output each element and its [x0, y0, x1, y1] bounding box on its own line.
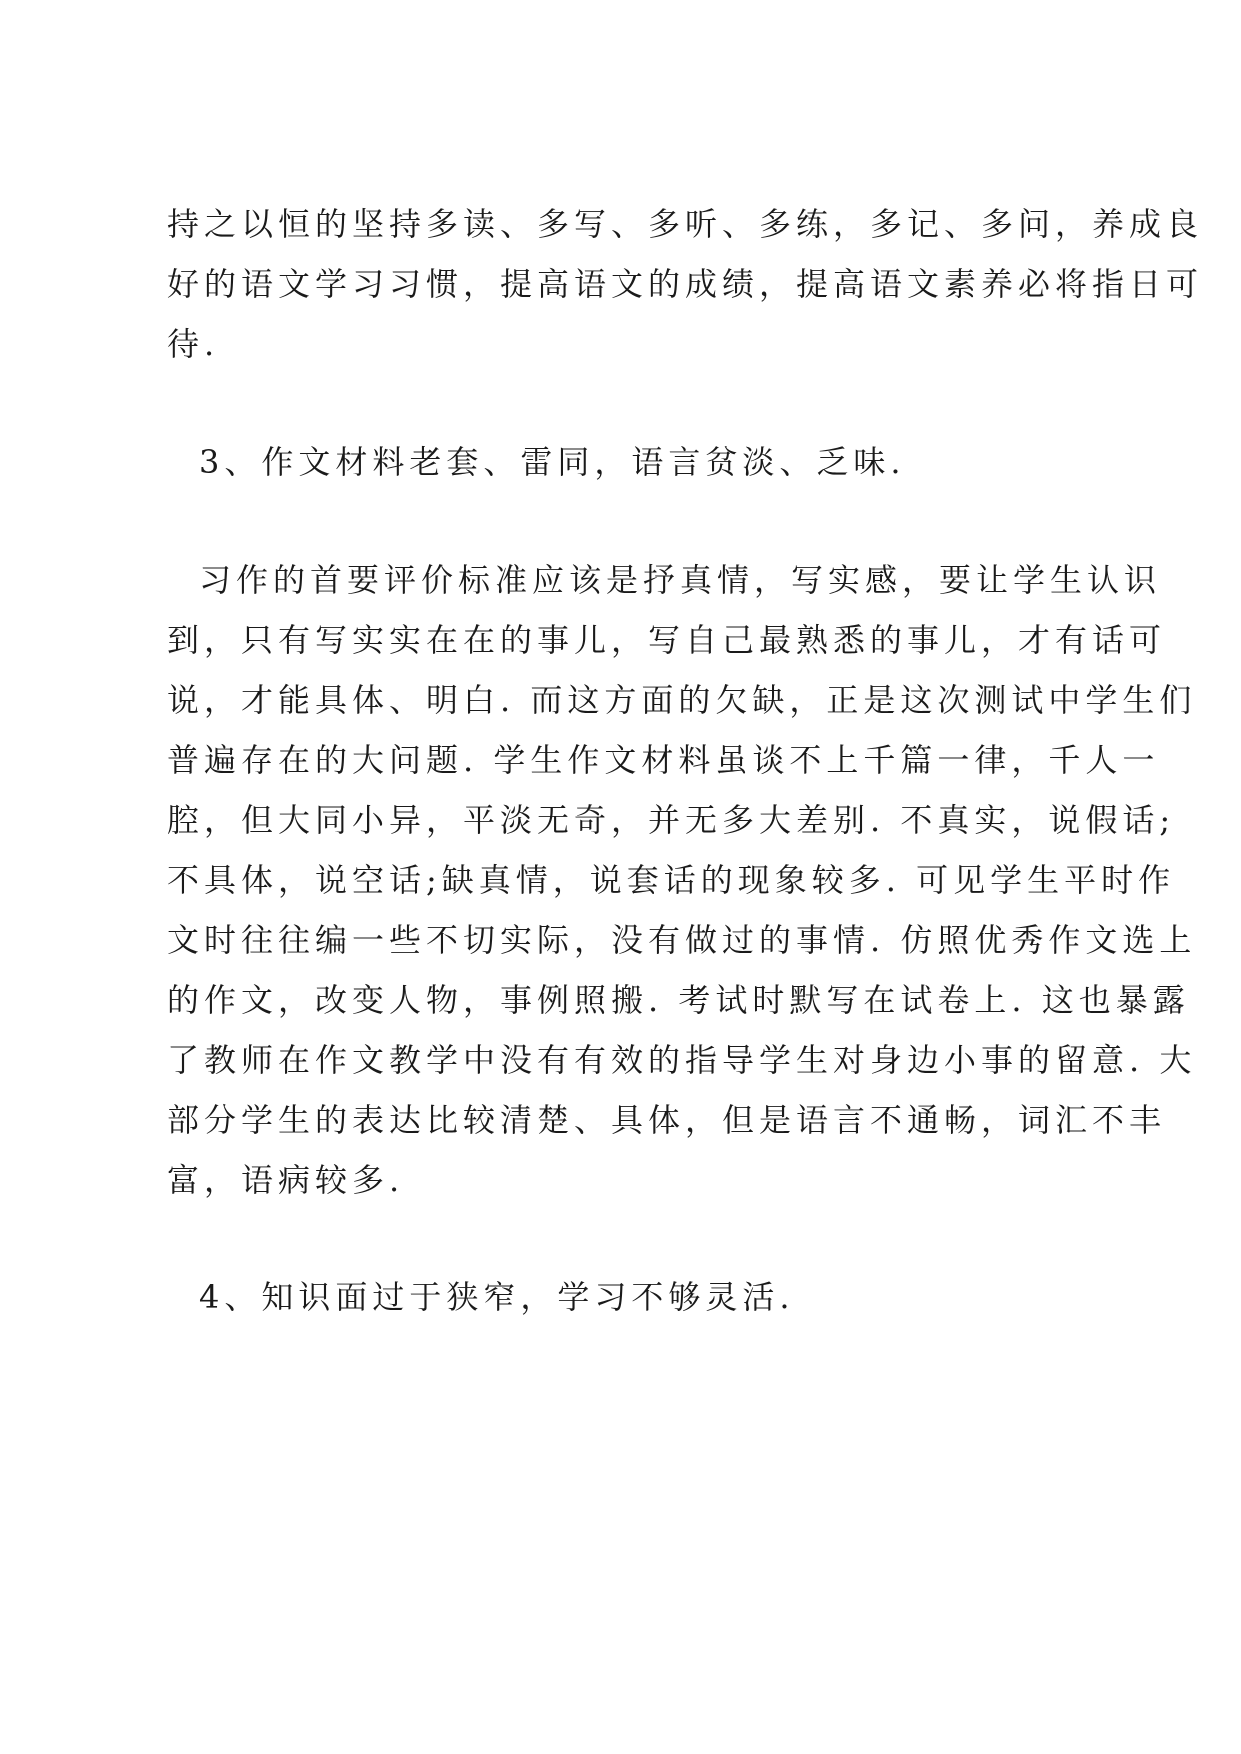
paragraph-line: 到，只有写实实在在的事儿，写自己最熟悉的事儿，才有话可	[167, 621, 1167, 659]
paragraph-line: 好的语文学习习惯，提高语文的成绩，提高语文素养必将指日可	[167, 265, 1204, 303]
paragraph-line: 了教师在作文教学中没有有效的指导学生对身边小事的留意. 大	[167, 1041, 1197, 1079]
paragraph-line: 习作的首要评价标准应该是抒真情，写实感，要让学生认识	[199, 561, 1162, 599]
section-heading-3: 3、作文材料老套、雷同，语言贫淡、乏味.	[199, 443, 906, 481]
paragraph-line: 的作文，改变人物，事例照搬. 考试时默写在试卷上. 这也暴露	[167, 981, 1190, 1019]
paragraph-line: 待.	[167, 325, 220, 363]
paragraph-line: 普遍存在的大问题. 学生作文材料虽谈不上千篇一律，千人一	[167, 741, 1160, 779]
section-heading-4: 4、知识面过于狭窄，学习不够灵活.	[199, 1278, 795, 1316]
paragraph-line: 腔，但大同小异，平淡无奇，并无多大差别. 不真实，说假话;	[167, 801, 1176, 839]
paragraph-line: 持之以恒的坚持多读、多写、多听、多练，多记、多问，养成良	[167, 205, 1204, 243]
paragraph-line: 部分学生的表达比较清楚、具体，但是语言不通畅，词汇不丰	[167, 1101, 1167, 1139]
paragraph-line: 富，语病较多.	[167, 1161, 405, 1199]
paragraph-line: 说，才能具体、明白. 而这方面的欠缺，正是这次测试中学生们	[167, 681, 1197, 719]
paragraph-line: 文时往往编一些不切实际，没有做过的事情. 仿照优秀作文选上	[167, 921, 1197, 959]
paragraph-line: 不具体，说空话;缺真情，说套话的现象较多. 可见学生平时作	[167, 861, 1176, 899]
